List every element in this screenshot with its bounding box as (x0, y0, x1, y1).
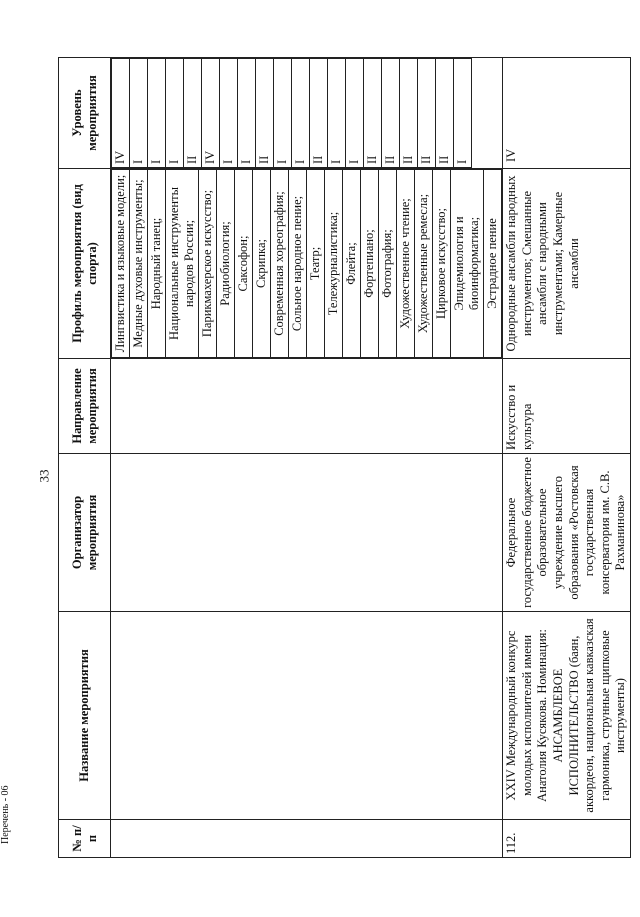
level-item: I (274, 59, 292, 168)
header-direction: Направление мероприятия (59, 359, 111, 454)
level-item: II (382, 59, 400, 168)
level-item: IV (202, 59, 220, 168)
level-item: II (418, 59, 436, 168)
level-list (111, 58, 472, 168)
cont-name-cell (111, 612, 503, 820)
level-item: II (310, 59, 328, 168)
page-number: 33 (36, 469, 52, 483)
level-item: II (184, 59, 202, 168)
profile-item: Саксофон; (235, 170, 253, 358)
level-item: II (436, 59, 454, 168)
level-item: I (238, 59, 256, 168)
profile-item: Радиобиология; (217, 170, 235, 358)
profile-item: Сольное народное пение; (289, 170, 307, 358)
profile-item: Скрипка; (253, 170, 271, 358)
header-name: Название мероприятия (59, 612, 111, 820)
cont-direction-cell (111, 359, 503, 454)
table-row (503, 58, 631, 858)
profile-item: Фортепиано; (361, 170, 379, 358)
cont-num-cell (111, 820, 503, 858)
events-table (58, 57, 631, 858)
profile-item: Парикмахерское искусство; (199, 170, 217, 358)
header-num: № п/п (59, 820, 111, 858)
row-direction: Искусство и культура (503, 359, 631, 454)
level-item: II (364, 59, 382, 168)
profile-item: Народный танец; (148, 170, 166, 358)
level-item: I (292, 59, 310, 168)
level-item: I (220, 59, 238, 168)
profile-item: Художественные ремесла; (415, 170, 433, 358)
profile-item: Цирковое искусство; (433, 170, 451, 358)
cont-organizer-cell (111, 454, 503, 612)
profile-item: Национальные инструменты народов России; (166, 170, 199, 358)
profile-item: Тележурналистика; (325, 170, 343, 358)
profile-item: Художественное чтение; (397, 170, 415, 358)
level-item: II (256, 59, 274, 168)
level-item: I (346, 59, 364, 168)
level-item: IV (112, 59, 130, 168)
level-item: I (148, 59, 166, 168)
profile-item: Лингвистика и языковые модели; (112, 170, 130, 358)
profile-item: Медные духовые инструменты; (130, 170, 148, 358)
cont-level-cell (111, 58, 503, 169)
row-profile: Однородные ансамбли народных инструментов; Смешанные ансамбли с народными инструментами; Камерные ансамбли (503, 169, 631, 359)
row-num: 112. (503, 820, 631, 858)
footer-label: Перечень - 06 (0, 785, 11, 844)
header-level: Уровень мероприятия (59, 58, 111, 169)
profile-item: Современная хореография; (271, 170, 289, 358)
level-item: I (328, 59, 346, 168)
profile-item: Эпидемиология и биоинформатика; (451, 170, 484, 358)
level-item: I (454, 59, 472, 168)
header-organizer: Организатор мероприятия (59, 454, 111, 612)
profile-list (111, 169, 502, 358)
table-header-row (59, 58, 111, 858)
row-event-name: XXIV Международный конкурс молодых исполнителей имени Анатолия Кусякова. Номинация: АНСАМБЛЕВОЕ ИСПОЛНИТЕЛЬСТВО (баян, аккордеон, национальная кавказская гармоника, струнные щипковые инструменты) (503, 612, 631, 820)
row-level: IV (503, 58, 631, 169)
document-table-rotated (58, 58, 628, 858)
header-profile: Профиль мероприятия (вид спорта) (59, 169, 111, 359)
level-item: II (400, 59, 418, 168)
cont-profile-cell (111, 169, 503, 359)
continuation-row (111, 58, 503, 858)
profile-item: Эстрадное пение (484, 170, 502, 358)
profile-item: Фотография; (379, 170, 397, 358)
profile-item: Театр; (307, 170, 325, 358)
row-organizer: Федеральное государственное бюджетное образовательное учреждение высшего образования «Ростовская государственная консерватория им. С.В. Рахманинова» (503, 454, 631, 612)
level-item: I (130, 59, 148, 168)
profile-item: Флейта; (343, 170, 361, 358)
level-item: I (166, 59, 184, 168)
